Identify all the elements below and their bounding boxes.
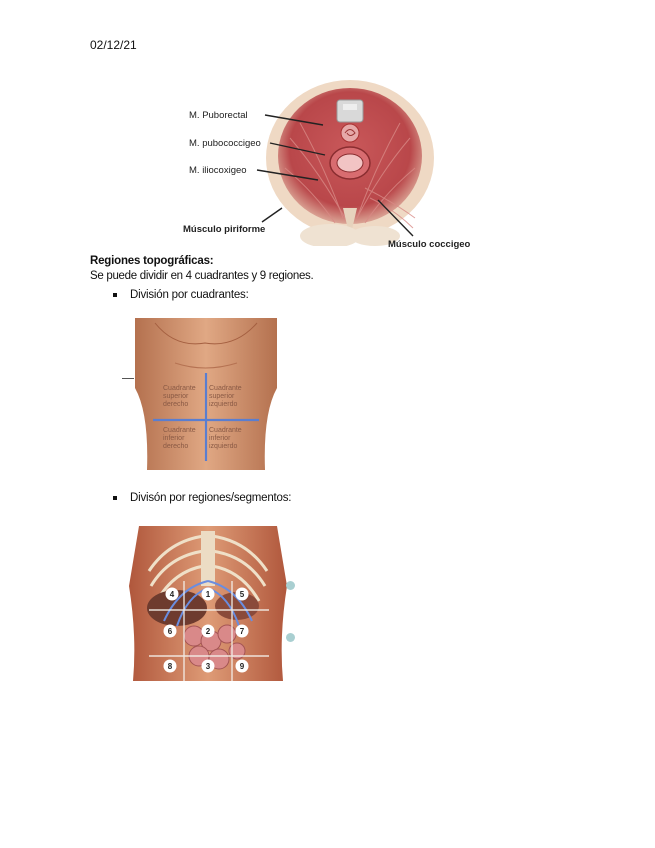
section-paragraph: Se puede dividir en 4 cuadrantes y 9 regiones. bbox=[90, 270, 314, 282]
region-number: 2 bbox=[205, 627, 211, 636]
bullet-regions bbox=[130, 492, 291, 504]
bullet-square-icon bbox=[113, 496, 117, 500]
label-pubococcigeo: M. pubococcigeo bbox=[189, 138, 261, 149]
region-number: 7 bbox=[239, 627, 245, 636]
margin-tick bbox=[122, 378, 134, 379]
region-number: 8 bbox=[167, 662, 173, 671]
region-number: 6 bbox=[167, 627, 173, 636]
label-piriforme: Músculo piriforme bbox=[183, 224, 266, 235]
bullet-square-icon bbox=[113, 293, 117, 297]
quadrant-label-inf-der: Cuadrante inferior derecho bbox=[163, 427, 196, 450]
abdomen-quadrants-illustration bbox=[135, 318, 277, 470]
region-number: 5 bbox=[239, 590, 245, 599]
region-number: 9 bbox=[239, 662, 245, 671]
date: 02/12/21 bbox=[90, 38, 137, 52]
abdomen-regions-illustration bbox=[129, 526, 287, 681]
quadrant-label-sup-der: Cuadrante superior derecho bbox=[163, 385, 196, 408]
label-pointers bbox=[0, 0, 655, 260]
region-number: 3 bbox=[205, 662, 211, 671]
quadrant-label-inf-izq: Cuadrante inferior izquierdo bbox=[209, 427, 242, 450]
comment-marker-icon[interactable] bbox=[286, 633, 295, 642]
label-puborectal: M. Puborectal bbox=[189, 110, 248, 121]
bullet-text: Divisón por regiones/segmentos: bbox=[130, 492, 292, 504]
quadrant-label-sup-izq: Cuadrante superior izquierdo bbox=[209, 385, 242, 408]
bullet-quadrants bbox=[130, 289, 249, 301]
comment-marker-icon[interactable] bbox=[286, 581, 295, 590]
label-iliocoxigeo: M. iliocoxigeo bbox=[189, 165, 247, 176]
bullet-text: División por cuadrantes: bbox=[130, 289, 249, 301]
label-coccigeo: Músculo coccigeo bbox=[388, 239, 471, 250]
region-number: 4 bbox=[169, 590, 175, 599]
section-heading: Regiones topográficas: bbox=[90, 255, 214, 267]
region-number: 1 bbox=[205, 590, 211, 599]
